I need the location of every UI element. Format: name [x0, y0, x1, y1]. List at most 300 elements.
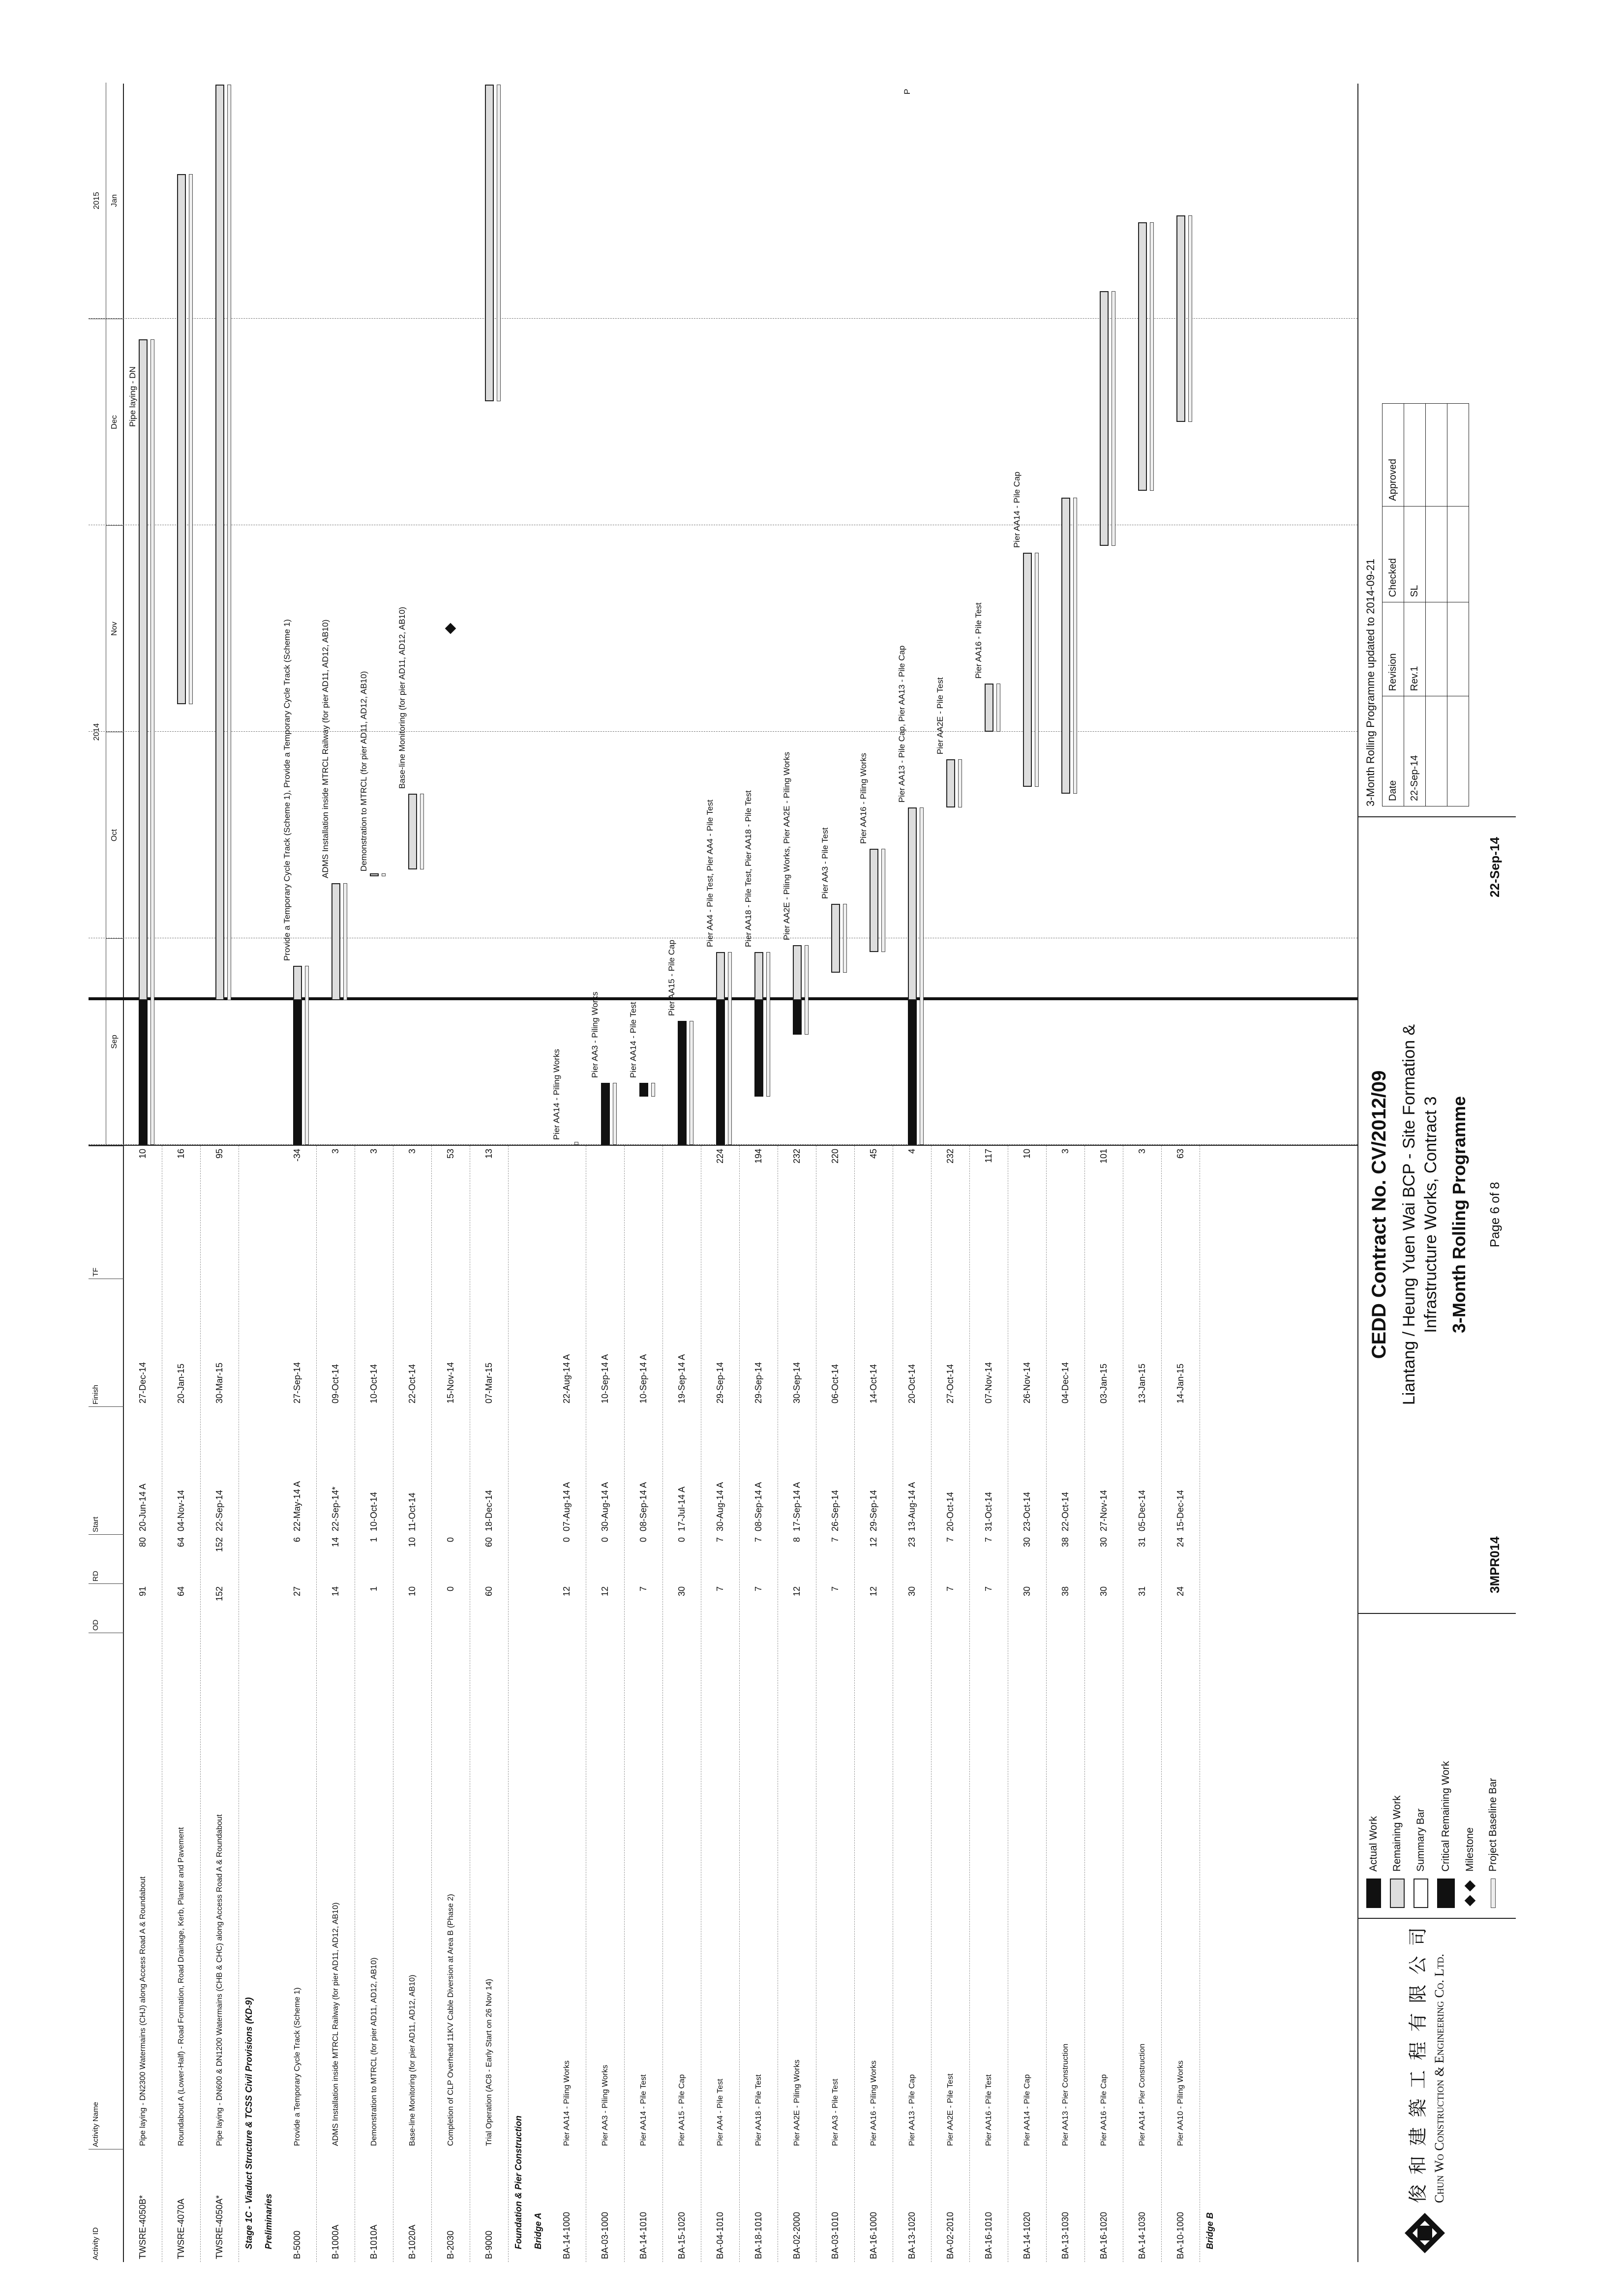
remaining-duration: 64	[176, 1537, 186, 1548]
baseline-bar	[343, 883, 347, 1000]
finish-date: 19-Sep-14 A	[677, 1354, 687, 1403]
activity-row	[893, 1146, 932, 2262]
remaining-work-bar	[408, 794, 417, 869]
baseline-bar	[728, 952, 732, 1145]
remaining-work-bar	[1061, 498, 1070, 794]
baseline-bar	[651, 1083, 655, 1097]
company-logo-icon	[1403, 2211, 1447, 2255]
activity-row	[1008, 1146, 1047, 2262]
activity-id: BA-14-1000	[562, 2211, 571, 2259]
group-header-row	[259, 1146, 278, 2262]
activity-row	[932, 1146, 970, 2262]
finish-date: 09-Oct-14	[331, 1364, 340, 1403]
finish-date: 15-Nov-14	[446, 1362, 455, 1403]
start-date: 08-Sep-14 A	[753, 1482, 763, 1531]
revision-empty-row	[1447, 404, 1469, 806]
activity-row	[663, 1146, 701, 2262]
original-duration: 7	[638, 1586, 648, 1592]
total-float: 45	[869, 1149, 878, 1159]
start-date: 08-Sep-14 A	[638, 1482, 648, 1531]
activity-name: Pipe laying - DN600 & DN1200 Watermains (CHB & CHC) along Access Road A & Roundabout	[215, 1814, 224, 2146]
remaining-work-bar	[870, 849, 878, 952]
bar-label: Pier AA3 - Pile Test	[820, 827, 830, 899]
baseline-bar	[996, 684, 1000, 732]
finish-date: 20-Jan-15	[176, 1363, 186, 1403]
start-date: 23-Oct-14	[1022, 1491, 1032, 1531]
activity-name: Pier AA18 - Pile Test	[754, 2074, 763, 2146]
activity-name: Pier AA4 - Pile Test	[716, 2079, 724, 2146]
original-duration: 12	[600, 1586, 610, 1597]
activity-name: Pier AA16 - Pile Cap	[1100, 2074, 1108, 2146]
baseline-bar	[920, 807, 924, 1145]
original-duration: 12	[792, 1586, 802, 1597]
baseline-bar	[613, 1083, 617, 1145]
col-tf: TF	[89, 1146, 124, 1279]
activity-id: BA-18-1010	[753, 2211, 763, 2259]
activity-id: BA-02-2000	[792, 2211, 802, 2259]
legend-summary-bar-label: Summary Bar	[1415, 1808, 1426, 1872]
bar-label: Demonstration to MTRCL (for pier AD11, AD12, AB10)	[359, 671, 368, 871]
actual-work-bar	[908, 1000, 917, 1145]
baseline-bar	[227, 85, 231, 1000]
baseline-bar	[150, 339, 154, 1145]
remaining-duration: 0	[638, 1537, 648, 1543]
original-duration: 1	[369, 1586, 379, 1592]
actual-work-bar	[793, 1000, 802, 1035]
activity-row	[625, 1146, 663, 2262]
remaining-work-bar	[485, 85, 494, 401]
original-duration: 10	[407, 1586, 417, 1597]
remaining-duration: 7	[753, 1537, 763, 1543]
original-duration: 30	[907, 1586, 917, 1597]
activity-row	[201, 1146, 239, 2262]
activity-row	[124, 1146, 162, 2262]
start-date: 30-Aug-14 A	[715, 1482, 725, 1531]
total-float: 4	[907, 1149, 917, 1154]
baseline-bar	[843, 904, 847, 973]
start-date: 22-Oct-14	[1060, 1491, 1070, 1531]
baseline-bar	[805, 945, 809, 1035]
revision-header-row	[1383, 404, 1404, 806]
remaining-work-bar	[985, 684, 993, 732]
total-float: 220	[830, 1149, 840, 1164]
month-nov: Nov	[106, 525, 124, 732]
total-float: 16	[176, 1149, 186, 1159]
original-duration: 30	[1099, 1586, 1109, 1597]
activity-row	[393, 1146, 432, 2262]
finish-date: 10-Sep-14 A	[638, 1354, 648, 1403]
legend-remaining-work-label: Remaining Work	[1391, 1795, 1403, 1872]
col-start: Start	[89, 1406, 124, 1534]
finish-date: 03-Jan-15	[1099, 1363, 1109, 1403]
baseline-bar	[766, 952, 770, 1097]
activity-name: Pipe laying - DN2300 Watermains (CHJ) along Access Road A & Roundabout	[139, 1876, 147, 2146]
activity-name: Pier AA3 - Piling Works	[601, 2064, 609, 2146]
legend-baseline-label: Project Baseline Bar	[1487, 1778, 1499, 1872]
remaining-work-bar	[946, 759, 955, 807]
finish-date: 07-Mar-15	[484, 1362, 494, 1403]
year-2015: 2015	[89, 83, 106, 319]
baseline-bar	[1150, 222, 1154, 491]
milestone-diamond	[445, 623, 456, 634]
bar-label: Pier AA2E - Pile Test	[935, 677, 945, 754]
actual-work-bar	[639, 1083, 648, 1097]
original-duration: 7	[984, 1586, 993, 1592]
baseline-bar	[1188, 215, 1192, 422]
company-block	[1358, 1918, 1516, 2262]
rev-revision: Rev.1	[1404, 602, 1426, 696]
activity-name: Pier AA16 - Pile Test	[985, 2074, 993, 2146]
group-header-row	[1200, 1146, 1220, 2262]
total-float: 95	[214, 1149, 224, 1159]
remaining-duration: 1	[369, 1537, 379, 1543]
original-duration: 12	[562, 1586, 571, 1597]
month-sep: Sep	[106, 938, 124, 1145]
baseline-bar	[574, 1142, 578, 1145]
finish-date: 10-Oct-14	[369, 1364, 379, 1403]
revision-table	[1382, 403, 1469, 806]
bar-label: Pier AA4 - Pile Test, Pier AA4 - Pile Test	[705, 800, 715, 947]
start-date: 13-Aug-14 A	[907, 1482, 917, 1531]
start-date: 27-Nov-14	[1099, 1490, 1109, 1531]
activity-row	[778, 1146, 816, 2262]
total-float: 117	[984, 1149, 993, 1163]
activity-id: B-1000A	[331, 2224, 340, 2259]
activity-name: Base-line Monitoring (for pier AD11, AD12, AB10)	[408, 1974, 417, 2146]
baseline-bar	[1073, 498, 1077, 794]
activity-id: B-2030	[446, 2230, 455, 2259]
activity-id: B-1010A	[369, 2224, 379, 2259]
col-od: OD	[89, 1583, 124, 1633]
finish-date: 07-Nov-14	[984, 1362, 993, 1403]
actual-work-bar	[678, 1021, 687, 1145]
project-title-line2: Infrastructure Works, Contract 3	[1421, 1096, 1440, 1333]
finish-date: 13-Jan-15	[1137, 1363, 1147, 1403]
group-title: Foundation & Pier Construction	[513, 2116, 523, 2249]
start-date: 22-May-14 A	[292, 1481, 302, 1531]
remaining-duration: 152	[214, 1537, 224, 1552]
project-title-block	[1358, 816, 1516, 1613]
rev-date: 22-Sep-14	[1404, 696, 1426, 806]
month-dec: Dec	[106, 319, 124, 525]
legend-baseline-bar	[1487, 1778, 1499, 1908]
finish-date: 10-Sep-14 A	[600, 1354, 610, 1403]
total-float: 13	[484, 1149, 494, 1159]
activity-name: Pier AA14 - Pier Construction	[1138, 2043, 1146, 2146]
activity-name: Pier AA14 - Pile Cap	[1023, 2074, 1031, 2146]
total-float: 10	[138, 1149, 148, 1159]
page-number: Page 6 of 8	[1487, 1182, 1502, 1248]
group-title: Preliminaries	[263, 2193, 273, 2249]
start-date: 07-Aug-14 A	[562, 1482, 571, 1531]
start-date: 20-Oct-14	[945, 1491, 955, 1531]
finish-date: 30-Mar-15	[214, 1362, 224, 1403]
total-float: 3	[407, 1149, 417, 1154]
activity-name: Pier AA3 - Pile Test	[831, 2079, 840, 2146]
remaining-duration: 0	[562, 1537, 571, 1543]
remaining-duration: 12	[869, 1537, 878, 1548]
original-duration: 30	[1022, 1586, 1032, 1597]
total-float: -34	[292, 1149, 302, 1162]
activity-row	[278, 1146, 317, 2262]
activity-id: BA-14-1010	[638, 2211, 648, 2259]
activity-row	[1123, 1146, 1162, 2262]
actual-work-bar	[139, 1000, 148, 1145]
total-float: 224	[715, 1149, 725, 1164]
activity-name: Roundabout A (Lower-Half) - Road Formation, Road Drainage, Kerb, Planter and Pavement	[177, 1827, 185, 2146]
title-block	[1357, 84, 1515, 2262]
total-float: 101	[1099, 1149, 1109, 1164]
bar-label: Pier AA16 - Pile Test	[974, 602, 983, 679]
bar-label: Provide a Temporary Cycle Track (Scheme 1), Provide a Temporary Cycle Track (Scheme 1)	[282, 619, 292, 961]
summary-bar-swatch	[1413, 1879, 1428, 1908]
remaining-duration: 7	[830, 1537, 840, 1543]
remaining-work-bar	[1138, 222, 1147, 491]
activity-id: B-9000	[484, 2230, 494, 2259]
legend-critical-label: Critical Remaining Work	[1440, 1761, 1451, 1872]
finish-date: 22-Oct-14	[407, 1364, 417, 1403]
revision-block	[1358, 84, 1516, 816]
start-date: 04-Nov-14	[176, 1490, 186, 1531]
activity-id: BA-15-1020	[677, 2211, 687, 2259]
remaining-duration: 23	[907, 1537, 917, 1548]
original-duration: 24	[1175, 1586, 1185, 1597]
remaining-duration: 24	[1175, 1537, 1185, 1548]
month-gridline	[89, 731, 1357, 732]
start-date: 26-Sep-14	[830, 1490, 840, 1531]
bar-label: Base-line Monitoring (for pier AD11, AD12, AB10)	[397, 606, 407, 789]
group-title: Bridge A	[533, 2212, 543, 2249]
activity-row	[162, 1146, 201, 2262]
remaining-duration: 80	[138, 1537, 148, 1548]
activity-row	[740, 1146, 778, 2262]
finish-date: 06-Oct-14	[830, 1364, 840, 1403]
activity-row	[470, 1146, 509, 2262]
original-duration: 152	[214, 1586, 224, 1602]
original-duration: 7	[753, 1586, 763, 1592]
remaining-work-bar	[754, 952, 763, 1000]
baseline-bar	[690, 1021, 693, 1145]
remaining-duration: 38	[1060, 1537, 1070, 1548]
bar-label: Pier AA3 - Piling Works	[590, 991, 600, 1078]
start-date: 15-Dec-14	[1175, 1490, 1185, 1531]
remaining-work-bar	[370, 873, 379, 876]
total-float: 232	[945, 1149, 955, 1164]
group-title: Bridge B	[1204, 2212, 1215, 2249]
legend-actual-work	[1366, 1816, 1381, 1908]
activity-row	[816, 1146, 855, 2262]
legend-critical-remaining-work	[1437, 1761, 1455, 1908]
gantt-chart	[89, 84, 1357, 1146]
original-duration: 7	[715, 1586, 725, 1592]
remaining-duration: 10	[407, 1537, 417, 1548]
total-float: 3	[1137, 1149, 1147, 1154]
remaining-duration: 7	[715, 1537, 725, 1543]
remaining-work-bar	[1100, 291, 1109, 546]
remaining-duration: 0	[446, 1537, 455, 1543]
total-float: 53	[446, 1149, 455, 1159]
remaining-work-bar	[215, 85, 224, 1000]
activity-id: B-1020A	[407, 2224, 417, 2259]
critical-swatch	[1437, 1879, 1455, 1908]
month-jan: Jan	[110, 194, 119, 207]
total-float	[625, 1146, 662, 1279]
finish-date: 29-Sep-14	[753, 1362, 763, 1403]
rev-col-revision: Revision	[1383, 602, 1404, 696]
baseline-bar	[420, 794, 424, 869]
finish-date: 29-Sep-14	[715, 1362, 725, 1403]
programme-sheet	[89, 84, 1515, 2262]
contract-number: CEDD Contract No. CV/2012/09	[1368, 1070, 1390, 1359]
group-header-row	[239, 1146, 259, 2262]
original-duration: 30	[677, 1586, 687, 1597]
total-float: 3	[1060, 1149, 1070, 1154]
col-activity-name: Activity Name	[89, 1633, 124, 2149]
activity-id: BA-16-1020	[1099, 2211, 1109, 2259]
rev-approved	[1404, 404, 1426, 507]
activity-name: ADMS Installation inside MTRCL Railway (for pier AD11, AD12, AB10)	[331, 1902, 340, 2146]
start-date: 17-Jul-14 A	[677, 1486, 687, 1531]
activity-id: BA-03-1000	[600, 2211, 610, 2259]
actual-work-bar	[293, 1000, 302, 1145]
truncated-label: P	[902, 89, 912, 94]
activity-name: Pier AA2E - Pile Test	[946, 2073, 955, 2146]
remaining-work-bar	[293, 966, 302, 1000]
bar-label: Pier AA13 - Pile Cap, Pier AA13 - Pile Cap	[897, 645, 906, 803]
remaining-duration: 7	[984, 1537, 993, 1543]
activity-row	[970, 1146, 1008, 2262]
remaining-duration: 60	[484, 1537, 494, 1548]
table-header	[89, 1146, 124, 2262]
rev-col-approved: Approved	[1383, 404, 1404, 507]
diamond-icon	[1465, 1895, 1476, 1907]
activity-name: Trial Operation (AC8 - Early Start on 26 Nov 14)	[485, 1979, 493, 2146]
year-2014: 2014	[89, 319, 106, 1145]
finish-date: 14-Oct-14	[869, 1364, 878, 1403]
start-date	[432, 1406, 470, 1534]
project-title-line1: Liantang / Heung Yuen Wai BCP - Site Formation &	[1400, 1024, 1418, 1405]
original-duration: 64	[176, 1586, 186, 1597]
start-date: 31-Oct-14	[984, 1491, 993, 1531]
activity-id: TWSRE-4050A*	[214, 2195, 224, 2259]
original-duration: 12	[869, 1586, 878, 1597]
remaining-duration: 0	[677, 1537, 687, 1543]
activity-name: Pier AA10 - Piling Works	[1176, 2060, 1185, 2146]
total-float: 63	[1175, 1149, 1185, 1159]
original-duration: 7	[830, 1586, 840, 1592]
remaining-work-bar	[716, 952, 725, 1000]
bar-label: Pier AA18 - Pile Test, Pier AA18 - Pile Test	[744, 790, 753, 947]
total-float	[663, 1146, 701, 1279]
activity-row	[432, 1146, 470, 2262]
bar-label: Pier AA14 - Piling Works	[552, 1049, 561, 1140]
finish-date: 14-Jan-15	[1175, 1363, 1185, 1403]
bar-label: ADMS Installation inside MTRCL Railway (for pier AD11, AD12, AB10)	[321, 619, 330, 878]
activity-id: TWSRE-4070A	[176, 2198, 186, 2259]
activity-id: B-5000	[292, 2230, 302, 2259]
company-name-english: Chun Wo Construction & Engineering Co. Ltd.	[1432, 1953, 1446, 2203]
finish-date: 26-Nov-14	[1022, 1362, 1032, 1403]
remaining-duration: 30	[1022, 1537, 1032, 1548]
remaining-work-bar	[177, 174, 186, 704]
actual-work-bar	[754, 1000, 763, 1097]
remaining-work-bar	[908, 807, 917, 1000]
activity-row	[548, 1146, 586, 2262]
baseline-bar	[497, 85, 501, 401]
activity-name: Completion of CLP Overhead 11KV Cable Diversion at Area B (Phase 2)	[447, 1894, 455, 2146]
activity-name: Pier AA15 - Pile Cap	[678, 2074, 686, 2146]
month-gridline	[89, 318, 1357, 319]
total-float: 3	[331, 1149, 340, 1154]
remaining-work-swatch	[1390, 1879, 1405, 1908]
bar-label: Pier AA14 - Pile Test	[629, 1002, 638, 1078]
activity-id: TWSRE-4050B*	[138, 2195, 148, 2259]
legend-actual-work-label: Actual Work	[1368, 1816, 1379, 1872]
start-date: 18-Dec-14	[484, 1490, 494, 1531]
baseline-bar	[189, 174, 193, 704]
activity-name: Pier AA14 - Piling Works	[563, 2060, 571, 2146]
activity-id: BA-10-1000	[1175, 2211, 1185, 2259]
original-duration: 38	[1060, 1586, 1070, 1597]
legend-remaining-work	[1390, 1795, 1405, 1908]
start-date: 22-Sep-14	[214, 1490, 224, 1531]
actual-work-swatch	[1366, 1879, 1381, 1908]
original-duration: 7	[945, 1586, 955, 1592]
activity-name: Pier AA16 - Piling Works	[870, 2060, 878, 2146]
finish-date: 20-Oct-14	[907, 1364, 917, 1403]
legend-milestone-label: Milestone	[1464, 1827, 1475, 1872]
remaining-work-bar	[831, 904, 840, 973]
start-date: 10-Oct-14	[369, 1491, 379, 1531]
baseline-bar	[1035, 553, 1039, 787]
remaining-duration: 6	[292, 1537, 302, 1543]
total-float: 232	[792, 1149, 802, 1164]
rev-col-checked: Checked	[1383, 506, 1404, 602]
bar-label: Pier AA16 - Piling Works	[859, 753, 868, 844]
remaining-duration: 7	[945, 1537, 955, 1543]
rev-checked: SL	[1404, 506, 1426, 602]
bar-label: Pier AA2E - Piling Works, Pier AA2E - Piling Works	[782, 752, 791, 940]
activity-id: BA-16-1000	[869, 2211, 878, 2259]
original-duration: 14	[331, 1586, 340, 1597]
group-title: Stage 1C - Viaduct Structure & TCSS Civil Provisions (KD-9)	[243, 1997, 254, 2249]
remaining-work-bar	[793, 945, 802, 1000]
programme-code: 3MPR014	[1487, 1536, 1502, 1593]
activity-name: Provide a Temporary Cycle Track (Scheme 1)	[293, 1987, 301, 2146]
finish-date: 27-Sep-14	[292, 1362, 302, 1403]
total-float: 194	[753, 1149, 763, 1164]
activity-row	[1085, 1146, 1123, 2262]
original-duration: 31	[1137, 1586, 1147, 1597]
remaining-work-bar	[1176, 215, 1185, 422]
diamond-icon	[1465, 1880, 1476, 1892]
remaining-duration: 14	[331, 1537, 340, 1548]
activity-id: BA-03-1010	[830, 2211, 840, 2259]
original-duration: 91	[138, 1586, 148, 1597]
programme-date: 22-Sep-14	[1487, 837, 1502, 897]
legend-milestone	[1463, 1827, 1477, 1908]
original-duration: 27	[292, 1586, 302, 1597]
total-float	[548, 1146, 586, 1279]
start-date: 30-Aug-14 A	[600, 1482, 610, 1531]
baseline-bar	[1112, 291, 1115, 546]
col-rd: RD	[89, 1534, 124, 1583]
activity-name: Demonstration to MTRCL (for pier AD11, AD12, AB10)	[370, 1957, 378, 2146]
activity-row	[1162, 1146, 1200, 2262]
revision-empty-row	[1426, 404, 1447, 806]
activity-id: BA-16-1010	[984, 2211, 993, 2259]
total-float: 3	[369, 1149, 379, 1154]
